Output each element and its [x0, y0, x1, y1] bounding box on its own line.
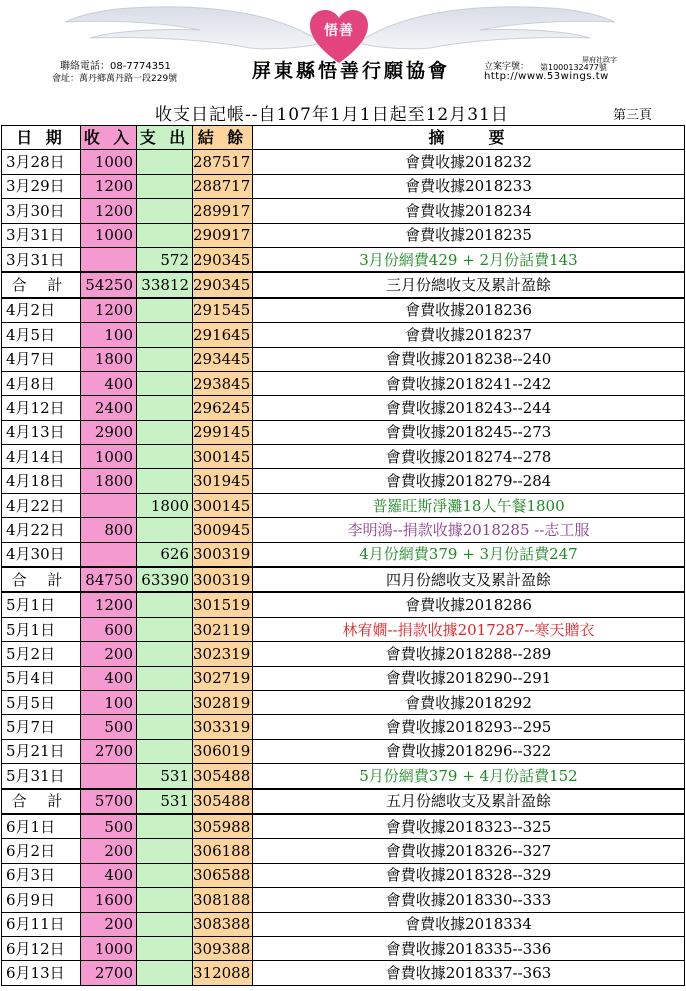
registration-number: 第1000132477號 [540, 63, 607, 72]
table-total-row [2, 272, 685, 297]
cell-summary: 林宥嫺--捐款收據2017287--寒天贈衣 [253, 617, 685, 641]
cell-income: 500 [81, 715, 137, 739]
table-row [2, 642, 685, 666]
cell-income: 400 [81, 666, 137, 690]
table-row [2, 592, 685, 617]
cell-date: 6月12日 [2, 936, 81, 960]
table-row [2, 690, 685, 714]
table-row [2, 715, 685, 739]
cell-summary: 會費收據2018245--273 [253, 420, 685, 444]
header-income: 收 入 [81, 126, 137, 150]
cell-income: 1200 [81, 592, 137, 617]
cell-balance: 293845 [193, 371, 253, 395]
cell-income: 200 [81, 642, 137, 666]
cell-expense [137, 420, 193, 444]
cell-expense [137, 715, 193, 739]
ledger-table [1, 125, 685, 986]
website-url: http://www.53wings.tw [484, 71, 609, 82]
cell-balance: 288717 [193, 174, 253, 198]
cell-expense [137, 223, 193, 247]
table-row [2, 961, 685, 985]
cell-income: 2700 [81, 739, 137, 763]
cell-expense: 572 [137, 247, 193, 272]
table-row [2, 420, 685, 444]
cell-expense [137, 839, 193, 863]
table-row [2, 223, 685, 247]
cell-income: 1000 [81, 150, 137, 174]
cell-summary: 會費收據2018237 [253, 323, 685, 347]
cell-balance: 308388 [193, 912, 253, 936]
cell-income: 1800 [81, 469, 137, 493]
table-row [2, 839, 685, 863]
cell-date: 6月3日 [2, 863, 81, 887]
cell-summary: 會費收據2018236 [253, 298, 685, 323]
cell-summary: 會費收據2018235 [253, 223, 685, 247]
cell-balance: 309388 [193, 936, 253, 960]
table-row [2, 739, 685, 763]
cell-income: 1200 [81, 199, 137, 223]
table-row [2, 814, 685, 839]
cell-date: 5月7日 [2, 715, 81, 739]
cell-summary: 李明鴻--捐款收據2018285 --志工服 [253, 518, 685, 542]
cell-expense [137, 863, 193, 887]
cell-income: 1600 [81, 888, 137, 912]
cell-balance: 305488 [193, 764, 253, 789]
table-row [2, 764, 685, 789]
cell-summary: 會費收據2018335--336 [253, 936, 685, 960]
cell-expense [137, 739, 193, 763]
cell-balance: 312088 [193, 961, 253, 985]
table-row [2, 936, 685, 960]
cell-date: 4月22日 [2, 493, 81, 517]
cell-expense [137, 961, 193, 985]
cell-summary: 5月份網費379 + 4月份話費152 [253, 764, 685, 789]
cell-balance: 300945 [193, 518, 253, 542]
cell-summary: 會費收據2018334 [253, 912, 685, 936]
cell-summary: 會費收據2018234 [253, 199, 685, 223]
header-expense: 支 出 [137, 126, 193, 150]
cell-balance: 291545 [193, 298, 253, 323]
cell-date: 6月1日 [2, 814, 81, 839]
cell-date: 6月2日 [2, 839, 81, 863]
cell-expense [137, 323, 193, 347]
cell-expense [137, 617, 193, 641]
cell-date: 5月31日 [2, 764, 81, 789]
cell-balance: 301945 [193, 469, 253, 493]
table-row [2, 150, 685, 174]
cell-balance: 302719 [193, 666, 253, 690]
letterhead [0, 0, 686, 92]
table-row [2, 493, 685, 517]
organization-name: 屏東縣悟善行願協會 [251, 60, 450, 82]
cell-expense [137, 666, 193, 690]
cell-income: 600 [81, 617, 137, 641]
table-total-row [2, 567, 685, 592]
cell-balance: 291645 [193, 323, 253, 347]
cell-income: 2900 [81, 420, 137, 444]
table-row [2, 371, 685, 395]
cell-summary: 會費收據2018286 [253, 592, 685, 617]
cell-summary: 會費收據2018290--291 [253, 666, 685, 690]
table-row [2, 347, 685, 371]
cell-income: 84750 [81, 567, 137, 592]
cell-date: 合 計 [2, 272, 81, 297]
cell-expense [137, 174, 193, 198]
cell-income: 54250 [81, 272, 137, 297]
cell-expense [137, 199, 193, 223]
cell-expense [137, 518, 193, 542]
cell-balance: 290917 [193, 223, 253, 247]
cell-income: 100 [81, 323, 137, 347]
cell-expense [137, 150, 193, 174]
cell-summary: 會費收據2018293--295 [253, 715, 685, 739]
cell-summary: 會費收據2018330--333 [253, 888, 685, 912]
cell-date: 4月14日 [2, 445, 81, 469]
address: 會址：萬丹鄉萬丹路一段229號 [52, 74, 178, 84]
cell-date: 6月11日 [2, 912, 81, 936]
table-row [2, 542, 685, 567]
table-row [2, 666, 685, 690]
cell-balance: 302319 [193, 642, 253, 666]
cell-summary: 會費收據2018243--244 [253, 396, 685, 420]
cell-summary: 普羅旺斯淨灘18人午餐1800 [253, 493, 685, 517]
cell-date: 3月29日 [2, 174, 81, 198]
cell-balance: 302819 [193, 690, 253, 714]
cell-balance: 296245 [193, 396, 253, 420]
table-row [2, 912, 685, 936]
cell-expense [137, 298, 193, 323]
logo-text: 悟善 [324, 23, 354, 39]
table-row [2, 298, 685, 323]
table-row [2, 518, 685, 542]
cell-summary: 會費收據2018288--289 [253, 642, 685, 666]
table-total-row [2, 789, 685, 814]
cell-date: 合 計 [2, 789, 81, 814]
cell-summary: 會費收據2018274--278 [253, 445, 685, 469]
cell-balance: 305988 [193, 814, 253, 839]
cell-summary: 會費收據2018238--240 [253, 347, 685, 371]
cell-income: 1000 [81, 445, 137, 469]
cell-summary: 會費收據2018337--363 [253, 961, 685, 985]
cell-income [81, 764, 137, 789]
registration-authority: 屏府社政字 [582, 56, 617, 64]
cell-balance: 303319 [193, 715, 253, 739]
cell-expense [137, 445, 193, 469]
cell-summary: 會費收據2018233 [253, 174, 685, 198]
cell-date: 4月22日 [2, 518, 81, 542]
cell-income: 2400 [81, 396, 137, 420]
cell-date: 5月4日 [2, 666, 81, 690]
cell-date: 3月30日 [2, 199, 81, 223]
cell-balance: 306019 [193, 739, 253, 763]
cell-income: 1200 [81, 298, 137, 323]
cell-summary: 三月份總收支及累計盈餘 [253, 272, 685, 297]
cell-income: 2700 [81, 961, 137, 985]
cell-summary: 會費收據2018323--325 [253, 814, 685, 839]
cell-date: 4月12日 [2, 396, 81, 420]
table-row [2, 174, 685, 198]
cell-balance: 287517 [193, 150, 253, 174]
table-row [2, 445, 685, 469]
cell-date: 5月1日 [2, 592, 81, 617]
cell-expense: 531 [137, 764, 193, 789]
registration-label: 立案字號： [484, 62, 530, 72]
cell-date: 4月30日 [2, 542, 81, 567]
cell-expense [137, 396, 193, 420]
header-date: 日 期 [2, 126, 81, 150]
cell-date: 3月31日 [2, 247, 81, 272]
cell-expense: 626 [137, 542, 193, 567]
cell-date: 3月28日 [2, 150, 81, 174]
cell-income: 1800 [81, 347, 137, 371]
cell-date: 5月21日 [2, 739, 81, 763]
cell-expense [137, 690, 193, 714]
table-row [2, 888, 685, 912]
cell-balance: 305488 [193, 789, 253, 814]
cell-summary: 四月份總收支及累計盈餘 [253, 567, 685, 592]
cell-date: 5月2日 [2, 642, 81, 666]
cell-date: 6月13日 [2, 961, 81, 985]
cell-summary: 五月份總收支及累計盈餘 [253, 789, 685, 814]
cell-summary: 4月份網費379 + 3月份話費247 [253, 542, 685, 567]
cell-expense [137, 592, 193, 617]
cell-expense: 531 [137, 789, 193, 814]
cell-balance: 300319 [193, 542, 253, 567]
cell-summary: 會費收據2018326--327 [253, 839, 685, 863]
table-row [2, 247, 685, 272]
cell-summary: 會費收據2018232 [253, 150, 685, 174]
cell-balance: 290345 [193, 247, 253, 272]
cell-expense [137, 469, 193, 493]
table-row [2, 617, 685, 641]
cell-income: 400 [81, 371, 137, 395]
cell-date: 4月5日 [2, 323, 81, 347]
cell-summary: 會費收據2018292 [253, 690, 685, 714]
cell-expense: 63390 [137, 567, 193, 592]
table-row [2, 863, 685, 887]
cell-income: 1000 [81, 936, 137, 960]
ledger-body [2, 150, 685, 985]
cell-expense: 33812 [137, 272, 193, 297]
cell-income: 500 [81, 814, 137, 839]
cell-date: 4月2日 [2, 298, 81, 323]
cell-summary: 會費收據2018241--242 [253, 371, 685, 395]
cell-balance: 290345 [193, 272, 253, 297]
cell-expense [137, 936, 193, 960]
cell-income: 100 [81, 690, 137, 714]
cell-date: 4月7日 [2, 347, 81, 371]
header-balance: 結 餘 [193, 126, 253, 150]
cell-income: 5700 [81, 789, 137, 814]
cell-balance: 301519 [193, 592, 253, 617]
cell-summary: 3月份網費429 + 2月份話費143 [253, 247, 685, 272]
cell-income: 800 [81, 518, 137, 542]
cell-expense [137, 642, 193, 666]
phone-number: 聯絡電話：08-7774351 [60, 61, 171, 72]
cell-income: 1200 [81, 174, 137, 198]
cell-balance: 306188 [193, 839, 253, 863]
cell-date: 4月13日 [2, 420, 81, 444]
cell-date: 6月9日 [2, 888, 81, 912]
table-header-row [2, 126, 685, 150]
cell-date: 合 計 [2, 567, 81, 592]
cell-summary: 會費收據2018328--329 [253, 863, 685, 887]
table-row [2, 199, 685, 223]
cell-date: 3月31日 [2, 223, 81, 247]
cell-income: 400 [81, 863, 137, 887]
page-number: 第三頁 [613, 108, 653, 123]
cell-balance: 300319 [193, 567, 253, 592]
cell-income [81, 247, 137, 272]
table-row [2, 323, 685, 347]
cell-income [81, 542, 137, 567]
page-title: 收支日記帳--自107年1月1日起至12月31日 [155, 105, 509, 125]
cell-income [81, 493, 137, 517]
table-row [2, 469, 685, 493]
cell-date: 4月8日 [2, 371, 81, 395]
cell-expense [137, 371, 193, 395]
cell-balance: 300145 [193, 445, 253, 469]
cell-summary: 會費收據2018279--284 [253, 469, 685, 493]
cell-income: 200 [81, 912, 137, 936]
cell-date: 5月5日 [2, 690, 81, 714]
table-row [2, 396, 685, 420]
cell-income: 200 [81, 839, 137, 863]
cell-date: 4月18日 [2, 469, 81, 493]
cell-expense [137, 814, 193, 839]
cell-balance: 308188 [193, 888, 253, 912]
cell-balance: 293445 [193, 347, 253, 371]
cell-expense: 1800 [137, 493, 193, 517]
cell-income: 1000 [81, 223, 137, 247]
cell-expense [137, 912, 193, 936]
cell-balance: 302119 [193, 617, 253, 641]
cell-balance: 299145 [193, 420, 253, 444]
cell-balance: 300145 [193, 493, 253, 517]
header-summary: 摘 要 [253, 126, 685, 150]
cell-expense [137, 347, 193, 371]
cell-date: 5月1日 [2, 617, 81, 641]
cell-summary: 會費收據2018296--322 [253, 739, 685, 763]
cell-balance: 289917 [193, 199, 253, 223]
cell-expense [137, 888, 193, 912]
cell-balance: 306588 [193, 863, 253, 887]
